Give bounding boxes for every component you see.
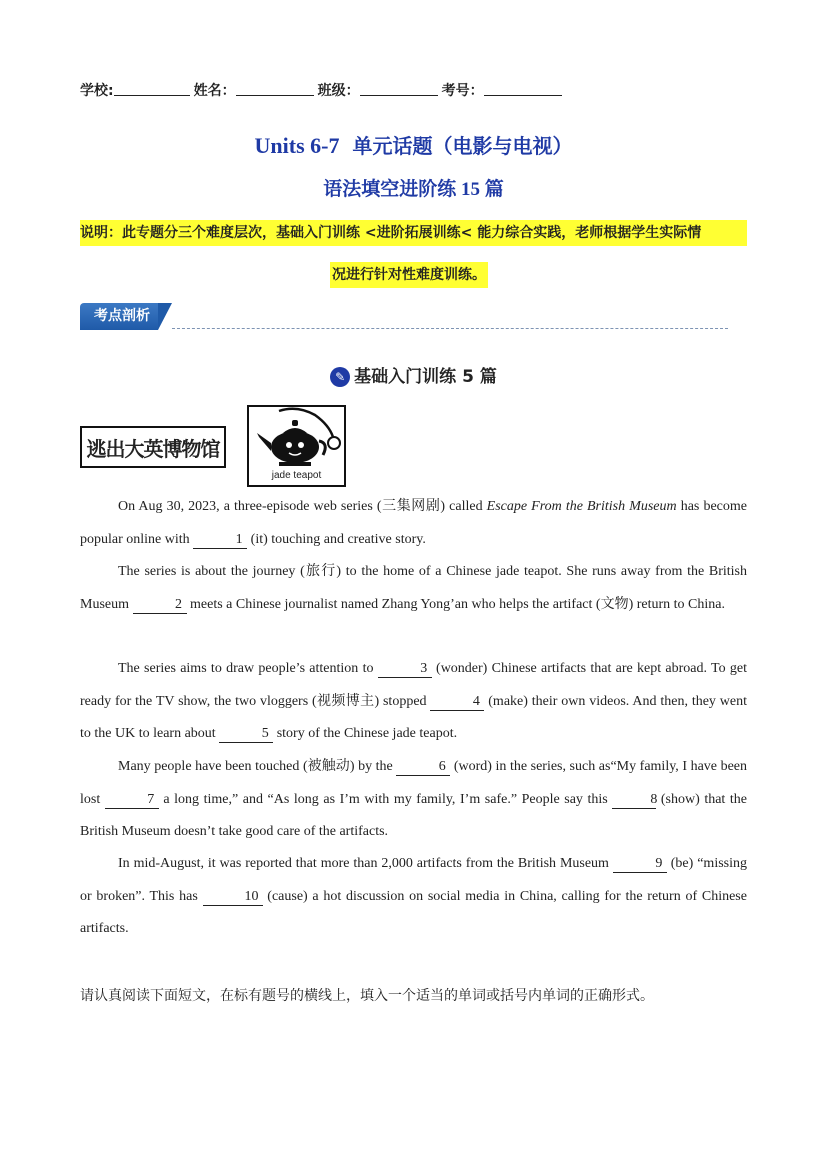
blank-4[interactable]: 4 [430, 694, 484, 711]
paragraph-text: The series aims to draw people’s attention to [118, 661, 378, 676]
student-info-line [80, 80, 562, 100]
paragraph-text: (it) touching and creative story. [247, 531, 426, 547]
class-label: 班级： [317, 83, 360, 99]
paragraph-text: has become popular online with [80, 499, 747, 547]
level-circle-icon: ✎ [330, 367, 350, 387]
title-topic: 单元话题（电影与电视） [352, 136, 573, 158]
blank-6[interactable]: 6 [396, 759, 450, 776]
paragraph-text: Many people have been touched (被触动) by the [118, 759, 397, 774]
paragraph-text: (show) that the British Museum doesn’t take good care of the artifacts. [80, 791, 747, 839]
title-units: Units 6-7 [254, 133, 340, 158]
page-subtitle: 语法填空进阶练 15 篇 [323, 179, 504, 200]
paragraph-text: (word) in the series, such as“My family, I have been lost [80, 759, 747, 807]
note-line-2: 况进行针对性难度训练。 [330, 262, 488, 288]
name-field[interactable] [236, 80, 314, 96]
school-label: 学校: [80, 83, 114, 99]
school-field[interactable] [114, 80, 190, 96]
paragraph-text: (be) “missing or broken”. This has [80, 856, 747, 904]
name-label: 姓名： [193, 83, 236, 99]
calligraphy-text: 逃出大英博物馆 [86, 436, 220, 461]
exam-no-field[interactable] [484, 80, 562, 96]
blank-1[interactable]: 1 [193, 532, 247, 549]
note-line-1: 说明：此专题分三个难度层次，基础入门训练 <进阶拓展训练< 能力综合实践，老师根据学生实际情 [80, 220, 747, 246]
exam-no-label: 考号： [441, 83, 484, 99]
paragraph-text: In mid-August, it was reported that more than 2,000 artifacts from the British Museum [118, 856, 613, 871]
section-tab: 考点剖析 [80, 303, 158, 330]
teapot-image [247, 405, 346, 487]
blank-2[interactable]: 2 [133, 597, 187, 614]
passage-paragraph-5 [80, 848, 747, 946]
paragraph-text: On Aug 30, 2023, a three-episode web series (三集网剧) called [118, 499, 487, 514]
calligraphy-image [80, 426, 226, 468]
paragraph-text: meets a Chinese journalist named Zhang Yong’an who helps the artifact (文物) return to China. [186, 596, 725, 612]
paragraph-text: (wonder) Chinese artifacts that are kept abroad. To get ready for the TV show, the two vloggers (视频博主) stopped [80, 661, 747, 709]
blank-9[interactable]: 9 [613, 856, 667, 873]
blank-3[interactable]: 3 [378, 661, 432, 678]
paragraph-text: story of the Chinese jade teapot. [273, 726, 458, 741]
blank-10[interactable]: 10 [203, 889, 263, 906]
blank-8[interactable]: 8 [612, 792, 656, 809]
passage-paragraph-1 [80, 491, 747, 556]
class-field[interactable] [360, 80, 438, 96]
level-heading-text: 基础入门训练 5 篇 [354, 367, 497, 387]
level-heading [0, 362, 827, 387]
paragraph-text: The series is about the journey (旅行) to the home of a Chinese jade teapot. She runs away from the British Museum [80, 564, 747, 612]
series-title: Escape From the British Museum [486, 499, 677, 514]
teapot-caption: jade teapot [271, 470, 322, 481]
page-title [0, 130, 827, 159]
passage-paragraph-3 [80, 653, 747, 751]
paragraph-text: (cause) a hot discussion on social media in China, calling for the return of Chinese artifacts. [80, 888, 747, 936]
paragraph-text: a long time,” and “As long as I’m with my family, I’m safe.” People say this [158, 791, 613, 807]
passage-paragraph-4 [80, 751, 747, 849]
blank-5[interactable]: 5 [219, 726, 273, 743]
instruction-text: 请认真阅读下面短文，在标有题号的横线上，填入一个适当的单词或括号内单词的正确形式。 [80, 988, 654, 1004]
passage-paragraph-2 [80, 556, 747, 621]
teapot-icon [249, 407, 344, 469]
section-divider [172, 328, 728, 329]
blank-7[interactable]: 7 [105, 792, 159, 809]
paragraph-text: (make) their own videos. And then, they went to the UK to learn about [80, 693, 747, 741]
